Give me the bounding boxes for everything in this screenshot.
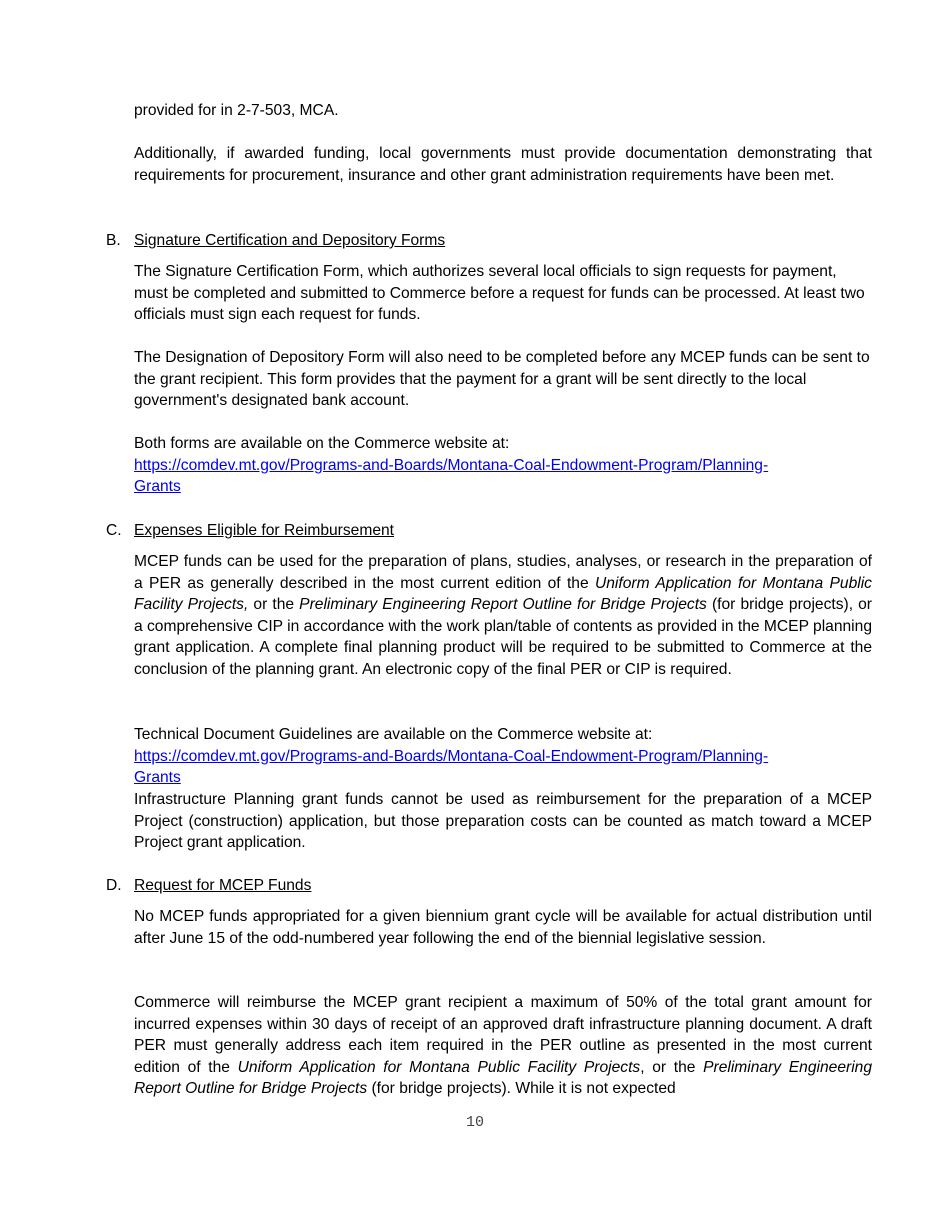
section-c-paragraph-3 — [134, 789, 872, 854]
section-d-text-2a: Commerce will reimburse the MCEP grant recipient a maximum of 50% of the total grant amount for incurred expenses within 30 days of receipt of an approved draft infrastructure planning document. A draft PER must generally address each item required in the PER outline as presented in the most current edition of the — [134, 994, 872, 1076]
planning-grants-link-c[interactable] — [134, 746, 872, 789]
section-b-paragraph-1 — [134, 261, 872, 326]
link-b-line-2[interactable]: Grants — [134, 478, 181, 496]
intro-paragraph-1 — [134, 100, 872, 122]
intro-text-2: Additionally, if awarded funding, local governments must provide documentation demonstrating that requirements for procurement, insurance and other grant administration requirements have been met. — [134, 145, 872, 184]
section-b-heading — [106, 230, 445, 252]
section-b-letter: B. — [106, 232, 121, 249]
section-c-letter: C. — [106, 522, 122, 539]
section-c-paragraph-1 — [134, 551, 872, 681]
link-b-line-1[interactable]: https://comdev.mt.gov/Programs-and-Boards/Montana-Coal-Endowment-Program/Planning- — [134, 456, 769, 474]
section-d-paragraph-2 — [134, 992, 872, 1100]
section-b-link-lead: Both forms are available on the Commerce website at: — [134, 435, 510, 452]
planning-grants-link-b[interactable] — [134, 455, 872, 498]
section-d-heading — [106, 875, 311, 897]
section-b-text-1: The Signature Certification Form, which authorizes several local officials to sign requests for payment, must be completed and submitted to Commerce before a request for funds can be processed. At least two officials must sign each request for funds. — [134, 263, 865, 324]
section-d-text-2b: , or the — [640, 1058, 704, 1076]
section-c-paragraph-2 — [134, 724, 872, 789]
section-c-link-lead: Technical Document Guidelines are available on the Commerce website at: — [134, 726, 653, 743]
section-c-title: Expenses Eligible for Reimbursement — [134, 522, 395, 539]
link-c-line-2[interactable]: Grants — [134, 769, 181, 787]
section-c-text-3: Infrastructure Planning grant funds cannot be used as reimbursement for the preparation of a MCEP Project (construction) application, but those preparation costs can be counted as match toward a MCEP Project grant application. — [134, 791, 872, 852]
section-d-title: Request for MCEP Funds — [134, 877, 312, 894]
page-number: 10 — [465, 1114, 484, 1131]
section-c-text-1c: (for bridge projects), or a comprehensive CIP in accordance with the work plan/table of contents as provided in the MCEP planning grant application. A complete final planning product will be required to be submitted to Commerce at the conclusion of the planning grant. An electronic copy of the final PER or CIP is required. — [134, 596, 873, 678]
per-outline-bridge-title-d: Preliminary Engineering Report Outline for Bridge Projects — [134, 1058, 872, 1098]
section-b-paragraph-3 — [134, 433, 872, 498]
section-b-paragraph-2 — [134, 347, 872, 412]
section-b-text-2: The Designation of Depository Form will also need to be completed before any MCEP funds can be sent to the grant recipient. This form provides that the payment for a grant will be sent directly to the local government's designated bank account. — [134, 349, 870, 410]
section-c-text-1a: MCEP funds can be used for the preparation of plans, studies, analyses, or research in the preparation of a PER as generally described in the most current edition of the — [134, 553, 872, 592]
per-outline-bridge-title: Preliminary Engineering Report Outline for Bridge Projects — [299, 596, 707, 614]
section-d-letter: D. — [106, 877, 122, 894]
uniform-application-title: Uniform Application for Montana Public Facility Projects, — [134, 574, 872, 614]
uniform-application-title-d: Uniform Application for Montana Public Facility Projects — [237, 1058, 641, 1076]
link-c-line-1[interactable]: https://comdev.mt.gov/Programs-and-Boards/Montana-Coal-Endowment-Program/Planning- — [134, 747, 769, 765]
section-b-title: Signature Certification and Depository Forms — [134, 232, 446, 249]
section-c-heading — [106, 520, 394, 542]
intro-text-1: provided for in 2-7-503, MCA. — [134, 102, 339, 119]
intro-paragraph-2 — [134, 143, 872, 186]
section-d-text-1: No MCEP funds appropriated for a given biennium grant cycle will be available for actual distribution until after June 15 of the odd-numbered year following the end of the biennial legislative session. — [134, 908, 872, 947]
section-d-paragraph-1 — [134, 906, 872, 949]
section-c-text-1b: or the — [248, 596, 300, 614]
section-d-text-2c: (for bridge projects). While it is not expected — [367, 1080, 676, 1098]
